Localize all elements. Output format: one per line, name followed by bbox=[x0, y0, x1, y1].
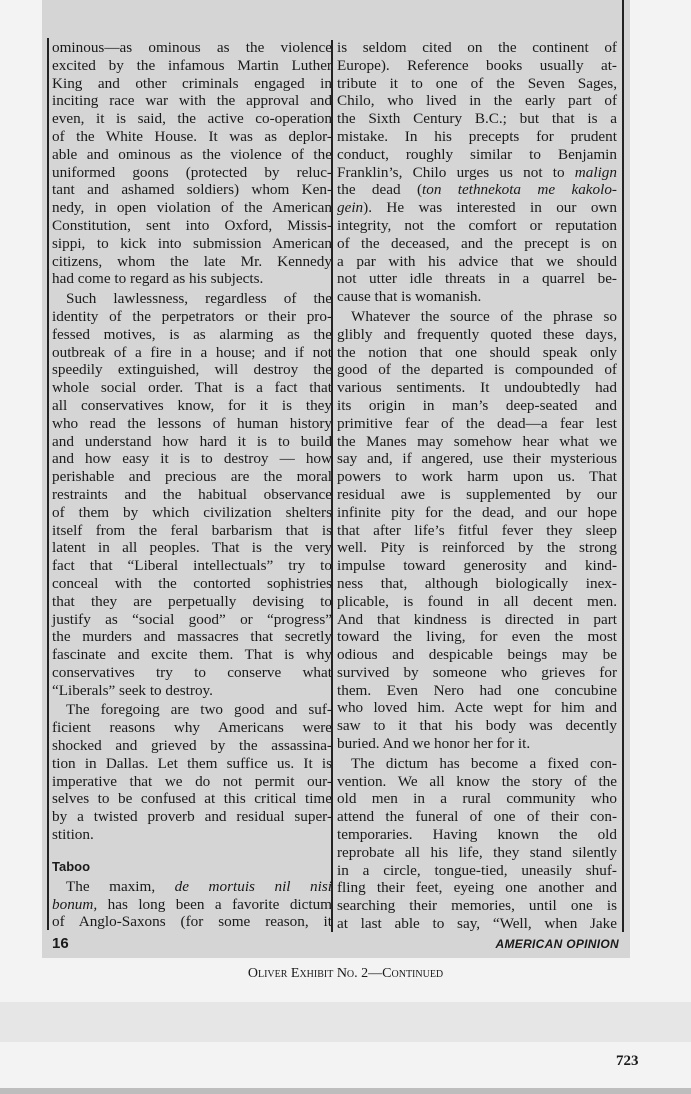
text-line: by a twisted proverb and residual super- bbox=[52, 808, 332, 826]
text-line: fling their feet, eyeing one another and bbox=[337, 879, 617, 897]
text-line: excited by the infamous Martin Luther bbox=[52, 56, 332, 74]
italic-text: gein bbox=[337, 199, 364, 217]
text-line: ness that, although biologically inex- bbox=[337, 574, 617, 592]
text-line bbox=[337, 199, 617, 217]
text-line: them. Even Nero had one concubine bbox=[337, 681, 617, 699]
italic-text: bonum, bbox=[52, 895, 98, 913]
text-line: vention. We all know the story of the bbox=[337, 772, 617, 790]
text-line: perishable and precious are the moral bbox=[52, 468, 332, 486]
exhibit-caption: Oliver Exhibit No. 2—Continued bbox=[247, 966, 444, 981]
paragraph bbox=[52, 39, 332, 288]
text-line: of them by which civilization shelters bbox=[52, 503, 332, 521]
text-line: in a circle, tongue-tied, uneasily shuf- bbox=[337, 861, 617, 879]
text-line: of the White House. It was as deplor- bbox=[52, 127, 332, 145]
text-line: the murders and massacres that secretly bbox=[52, 628, 332, 646]
text-line: searching their memories, until one is bbox=[337, 897, 617, 915]
text-line: fessed motives, is as alarming as the bbox=[52, 325, 332, 343]
text-line: saw to it that his body was decently bbox=[337, 717, 617, 735]
text-segment: ). He was interested in our own bbox=[363, 199, 617, 217]
text-line: who read the lessons of human history bbox=[52, 414, 332, 432]
bleed-through-band bbox=[0, 1002, 691, 1042]
right-column bbox=[337, 39, 617, 935]
text-line: able and ominous as the violence of the bbox=[52, 145, 332, 163]
text-line: The dictum has become a fixed con- bbox=[351, 754, 617, 772]
text-line: all conservatives know, for it is they bbox=[52, 396, 332, 414]
text-line: infinite pity for the dead, and our hope bbox=[337, 503, 617, 521]
text-line: imperative that we do not permit our- bbox=[52, 772, 332, 790]
text-segment: the dead ( bbox=[337, 181, 422, 199]
text-line: its origin in man’s deep-seated and bbox=[337, 396, 617, 414]
text-line: various sentiments. It undoubtedly had bbox=[337, 379, 617, 397]
paragraph bbox=[337, 39, 617, 306]
text-line: The foregoing are two good and suf- bbox=[66, 701, 332, 719]
text-line: inciting race war with the approval and bbox=[52, 92, 332, 110]
page-edge bbox=[0, 1088, 691, 1094]
text-line: sippi, to kick into submission American bbox=[52, 234, 332, 252]
text-line: conservatives try to conserve what bbox=[52, 663, 332, 681]
text-line: glibly and frequently quoted these days, bbox=[337, 325, 617, 343]
magazine-page-number: 16 bbox=[52, 935, 69, 952]
paragraph bbox=[52, 878, 332, 931]
text-line: identity of the perpetrators or their pro- bbox=[52, 307, 332, 325]
text-line: Such lawlessness, regardless of the bbox=[66, 290, 332, 308]
paragraph bbox=[337, 308, 617, 753]
text-line: stition. bbox=[52, 826, 94, 844]
text-line: itself from the feral barbarism that is bbox=[52, 521, 332, 539]
left-border-rule bbox=[47, 38, 49, 930]
text-line: of the deceased, and the precept is on bbox=[337, 234, 617, 252]
text-line: integrity, not the comfort or reputation bbox=[337, 216, 617, 234]
text-line: the Sixth Century B.C.; but that is a bbox=[337, 110, 617, 128]
paragraph bbox=[52, 290, 332, 699]
italic-text: de mortuis nil nisi bbox=[174, 877, 333, 895]
text-line: conceal with the contorted sophistries bbox=[52, 574, 332, 592]
text-line: primitive fear of the dead—a fear lest bbox=[337, 414, 617, 432]
text-line: Whatever the source of the phrase so bbox=[351, 307, 617, 325]
text-line: shocked and grieved by the assassina- bbox=[52, 737, 332, 755]
text-line bbox=[52, 896, 332, 914]
text-line: of Anglo-Saxons (for some reason, it bbox=[52, 913, 332, 931]
text-line: fascinate and excite them. That is why bbox=[52, 646, 332, 664]
text-line: tribute it to one of the Seven Sages, bbox=[337, 74, 617, 92]
text-line: powers to work harm upon us. That bbox=[337, 468, 617, 486]
text-line: plicable, is found in all decent men. bbox=[337, 592, 617, 610]
text-line: well. Pity is reinforced by the strong bbox=[337, 539, 617, 557]
text-line: residual awe is supplemented by our bbox=[337, 485, 617, 503]
text-line: odious and despicable beings may be bbox=[337, 646, 617, 664]
italic-text: ton tethnekota me kakolo- bbox=[422, 181, 617, 199]
text-line: tant and ashamed soldiers) whom Ken- bbox=[52, 181, 332, 199]
text-line: cause that is womanish. bbox=[337, 288, 482, 306]
text-line: that they are perpetually devising to bbox=[52, 592, 332, 610]
text-line: nedy, in open violation of the American bbox=[52, 199, 332, 217]
text-line: buried. And we honor her for it. bbox=[337, 735, 531, 753]
text-line: ominous—as ominous as the violence bbox=[52, 39, 332, 56]
text-line: good of the departed is compounded of bbox=[337, 361, 617, 379]
text-line: survived by someone who grieves for bbox=[337, 663, 617, 681]
text-line: that after life’s fitful fever they sleep bbox=[337, 521, 617, 539]
text-line: had come to regard as his subjects. bbox=[52, 270, 264, 288]
text-line: at last able to say, “Well, when Jake bbox=[337, 915, 617, 933]
text-line: temporaries. Having known the old bbox=[337, 826, 617, 844]
text-line: tion in Dallas. Let them suffice us. It is bbox=[52, 754, 332, 772]
text-line: whole social order. That is a fact that bbox=[52, 379, 332, 397]
text-line: speedily extinguished, will destroy the bbox=[52, 361, 332, 379]
text-line: And that kindness is directed in part bbox=[337, 610, 617, 628]
text-line: is seldom cited on the continent of bbox=[337, 39, 617, 56]
right-border-rule bbox=[622, 0, 624, 932]
text-line: King and other criminals engaged in bbox=[52, 74, 332, 92]
text-line: justify as “social good” or “progress” bbox=[52, 610, 332, 628]
text-line: outbreak of a fire in a house; and if not bbox=[52, 343, 332, 361]
text-line bbox=[337, 181, 617, 199]
text-line: “Liberals” seek to destroy. bbox=[52, 681, 213, 699]
left-column bbox=[52, 39, 332, 933]
text-line: and how easy it is to destroy — how bbox=[52, 450, 332, 468]
text-line: the notion that one should speak only bbox=[337, 343, 617, 361]
italic-text: malign bbox=[574, 163, 617, 181]
page-number: 723 bbox=[616, 1053, 639, 1069]
text-line: who loved him. Acte wept for him and bbox=[337, 699, 617, 717]
text-line: reprobate all his life, they stand silently bbox=[337, 843, 617, 861]
text-line: impulse toward generosity and kind- bbox=[337, 557, 617, 575]
text-line: and understand how hard it is to build bbox=[52, 432, 332, 450]
text-line: attend the funeral of one of their con- bbox=[337, 808, 617, 826]
text-line: latent in all peoples. That is the very bbox=[52, 539, 332, 557]
text-line: selves to be confused at this critical time bbox=[52, 790, 332, 808]
text-line: toward the living, for even the most bbox=[337, 628, 617, 646]
section-heading: Taboo bbox=[52, 858, 91, 874]
text-line: citizens, whom the late Mr. Kennedy bbox=[52, 252, 332, 270]
text-line: old men in a rural community who bbox=[337, 790, 617, 808]
text-line: not utter idle threats in a quarrel be- bbox=[337, 270, 617, 288]
text-line: conduct, roughly similar to Benjamin bbox=[337, 145, 617, 163]
text-line: Europe). Reference books usually at- bbox=[337, 56, 617, 74]
paragraph bbox=[337, 755, 617, 933]
text-line: say and, if angered, use their mysterious bbox=[337, 450, 617, 468]
text-line: Chilo, who lived in the early part of bbox=[337, 92, 617, 110]
text-line: uniformed goons (protected by reluc- bbox=[52, 163, 332, 181]
magazine-title: AMERICAN OPINION bbox=[495, 937, 619, 951]
text-line: ficient reasons why Americans were bbox=[52, 719, 332, 737]
paragraph bbox=[52, 701, 332, 843]
text-segment: has long been a favorite dictum bbox=[97, 895, 332, 913]
text-line: restraints and the habitual observance bbox=[52, 485, 332, 503]
text-line bbox=[52, 878, 332, 896]
text-line: Constitution, sent into Oxford, Missis- bbox=[52, 216, 332, 234]
text-line: mistake. In his precepts for prudent bbox=[337, 127, 617, 145]
text-line: the Manes may somehow hear what we bbox=[337, 432, 617, 450]
text-line: a par with his advice that we should bbox=[337, 252, 617, 270]
text-segment: Franklin’s, Chilo urges us not to bbox=[337, 163, 575, 181]
text-line bbox=[337, 164, 617, 182]
text-segment: The maxim, bbox=[66, 877, 175, 895]
text-line: even, it is said, the active co-operation bbox=[52, 110, 332, 128]
text-line: fact that “Liberal intellectuals” try to bbox=[52, 557, 332, 575]
